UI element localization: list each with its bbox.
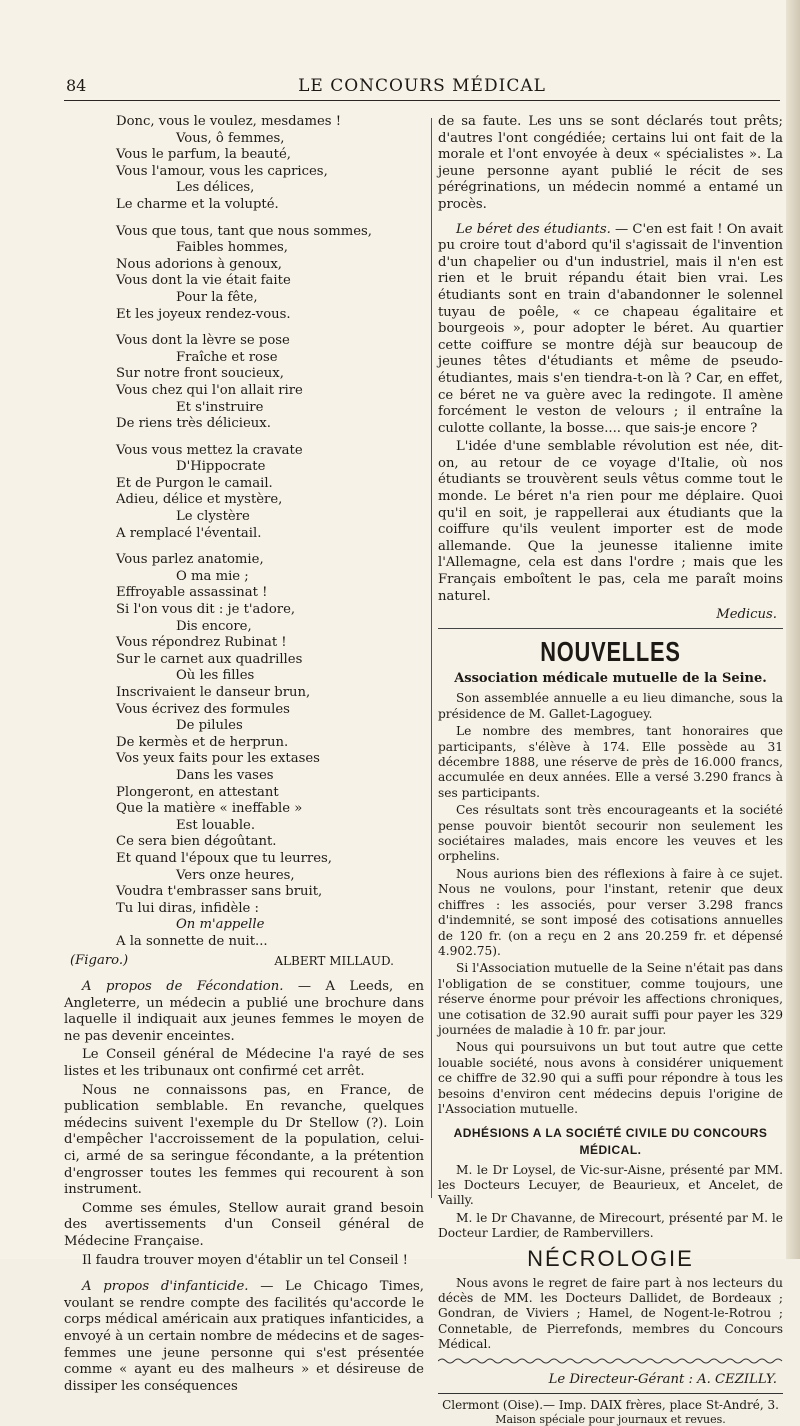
poem-signature (64, 953, 424, 970)
adhesions-body (438, 1163, 783, 1242)
nouvelles-body (438, 691, 783, 1117)
nouvelles-title: NOUVELLES (540, 635, 681, 667)
poem-line: De pilules (176, 718, 243, 734)
nouvelles-paragraph: Son assemblée annuelle a eu lieu dimanche, sous la présidence de M. Gallet-Lagoguey. (438, 691, 783, 721)
poem-line: Vers onze heures, (176, 867, 295, 883)
nouvelles-paragraph: Le nombre des membres, tant honoraires que participants, s'élève à 174. Elle possède au 31 décembre 1888, une réserve de près de 16.000 francs, accumulée en deux années. Elle a versé 3.290 francs à ses participants. (438, 724, 783, 800)
poem-line: Vos yeux faits pour les extases (116, 751, 320, 767)
page-number: 84 (66, 76, 87, 95)
right-column (438, 114, 783, 1426)
poem-line: Vous répondrez Rubinat ! (116, 635, 287, 651)
poem-line: Vous, ô femmes, (176, 130, 285, 146)
journal-title: LE CONCOURS MÉDICAL (298, 76, 546, 96)
fecondation-paragraph: A propos de Fécondation. — A Leeds, en Angleterre, un médecin a publié une brochure dans laquelle il indiquait aux jeunes femmes le moyen de ne pas devenir enceintes. (64, 979, 424, 1044)
poem-line: Vous que tous, tant que nous sommes, (116, 223, 372, 239)
poem-line: Sur notre front soucieux, (116, 366, 284, 382)
poem-line: D'Hippocrate (176, 459, 266, 475)
fecondation-paragraph: Le Conseil général de Médecine l'a rayé de ses listes et les tribunaux ont confirmé cet arrêt. (64, 1047, 424, 1080)
poem (64, 114, 424, 951)
nouvelles-subtitle: Association médicale mutuelle de la Seine. (454, 670, 767, 686)
necrologie-paragraph: Nous avons le regret de faire part à nos lecteurs du décès de MM. les Docteurs Dallidet, de Bordeaux ; Gondran, de Viviers ; Hamel, de Nogent-le-Rotrou ; Connetable, de Pierrefonds, membres du Concours Médical. (438, 1275, 783, 1352)
poem-line: Est louable. (176, 817, 256, 833)
poem-line: Ce sera bien dégoûtant. (116, 834, 277, 850)
page-spine-shadow (786, 0, 800, 1259)
beret-paragraph: L'idée d'une semblable révolution est née, dit-on, au retour de ce voyage d'Italie, où nos étudiants se trouvèrent seuls vêtus comme tout le monde. Le béret n'a rien pour me déplaire. Quoi qu'il en soit, je rappellerai aux étudiants que la coiffure qu'ils veulent importer est de mode allemande. Que la jeunesse italienne imite l'Allemagne, cela est dans l'ordre ; mais que les Français emboîtent le pas, cela me paraît moins naturel. (438, 439, 783, 604)
director-signature: Le Directeur-Gérant : A. CEZILLY. (548, 1372, 777, 1388)
poem-line: Effroyable assassinat ! (116, 585, 268, 601)
infanticide-paragraph: A propos d'infanticide. — Le Chicago Times, voulant se rendre compte des facilités qu'accorde le corps médical américain aux pratiques infanticides, a envoyé à un certain nombre de médecins et de sages-femmes une jeune personne qui s'est présentée comme « ayant eu des malheurs » et désireuse de dissiper les conséquences (64, 1279, 424, 1394)
poem-line: Vous parlez anatomie, (116, 552, 264, 568)
wavy-divider (438, 1357, 783, 1365)
section-rule (438, 628, 783, 629)
fecondation-paragraph: Il faudra trouver moyen d'établir un tel Conseil ! (82, 1252, 408, 1268)
poem-line: Plongeront, en attestant (116, 784, 279, 800)
adhesions-paragraph: M. le Dr Chavanne, de Mirecourt, présenté par M. le Docteur Lardier, de Rambervillers. (438, 1210, 783, 1241)
necrologie-title: NÉCROLOGIE (527, 1245, 694, 1271)
poem-line: Et de Purgon le camail. (116, 475, 273, 491)
poem-line: Vous chez qui l'on allait rire (116, 382, 303, 398)
poem-line: Vous vous mettez la cravate (116, 442, 303, 458)
poem-line: Le clystère (176, 509, 250, 525)
poem-line: Tu lui diras, infidèle : (116, 900, 259, 916)
adhesions-title: ADHÉSIONS A LA SOCIÉTÉ CIVILE DU CONCOURS MÉDICAL. (453, 1126, 768, 1157)
poem-line: Le charme et la volupté. (116, 196, 279, 212)
nouvelles-paragraph: Ces résultats sont très encourageants et la société pense pouvoir bientôt secourir non seulement les sociétaires malades, mais encore les veuves et les orphelins. (438, 803, 783, 864)
poem-line: A remplacé l'éventail. (116, 525, 262, 541)
poem-line: Adieu, délice et mystère, (116, 492, 283, 508)
poem-line: Dans les vases (176, 767, 274, 783)
beret-paragraph: Le béret des étudiants. — C'en est fait ! On avait pu croire tout d'abord qu'il s'agissait de l'invention d'un chapelier ou d'un industriel, mais il n'en est rien et le bruit répandu était bien vrai. Les étudiants sont en train d'abandonner le solennel tuyau de poêle, « ce chapeau égalitaire et bourgeois », pour adopter le béret. Au quartier cette coiffure se montre déjà sur beaucoup de jeunes têtes d'étudiants et même de pseudo-étudiantes, mais s'en tiendra-t-on là ? Car, en effet, ce béret ne va guère avec la redingote. Il amène forcément le veston de velours ; il entraîne la culotte collante, la bosse.... que sais-je encore ? (438, 221, 783, 436)
poem-line: Et s'instruire (176, 399, 264, 415)
poem-source: (Figaro.) (70, 952, 129, 968)
poem-line: De riens très délicieux. (116, 416, 271, 432)
poem-line: O ma mie ; (176, 568, 249, 584)
infanticide-lead: A propos d'infanticide. (82, 1279, 249, 1295)
poem-line: Fraîche et rose (176, 349, 278, 365)
page-header (64, 70, 780, 101)
poem-line: Voudra t'embrasser sans bruit, (116, 884, 323, 900)
imprint: Clermont (Oise).— Imp. DAIX frères, place St-André, 3. (442, 1397, 779, 1412)
poem-line: Donc, vous le voulez, mesdames ! (116, 114, 342, 129)
imprint-subline: Maison spéciale pour journaux et revues. (495, 1412, 726, 1426)
poem-line: Inscrivaient le danseur brun, (116, 685, 311, 700)
poem-line: Et quand l'époux que tu leurres, (116, 850, 332, 866)
poem-line: De kermès et de herprun. (116, 734, 289, 750)
poem-line: Où les filles (176, 668, 255, 684)
poem-line: Vous dont la lèvre se pose (116, 333, 290, 349)
nouvelles-paragraph: Si l'Association mutuelle de la Seine n'était pas dans l'obligation de se constituer, comme toujours, une réserve énorme pour prévoir les affections chroniques, une cotisation de 32.90 aurait suffi pour payer les 329 journées de maladie à 10 fr. par jour. (438, 961, 783, 1037)
nouvelles-paragraph: Nous qui poursuivons un but tout autre que cette louable société, nous avons à considérer uniquement ce chiffre de 32.90 qui a suffi pour répondre à tous les besoins d'environ cent médecins depuis l'origine de l'Association mutuelle. (438, 1040, 783, 1116)
poem-line: Et les joyeux rendez-vous. (116, 306, 291, 322)
left-column (64, 114, 424, 1394)
poem-line: Dis encore, (176, 618, 252, 634)
necrologie-body (438, 1276, 783, 1353)
adhesions-paragraph: M. le Dr Loysel, de Vic-sur-Aisne, présenté par MM. les Docteurs Lecuyer, de Beaurieux, et Ancelet, de Vailly. (438, 1162, 783, 1208)
poem-line: Vous le parfum, la beauté, (116, 147, 291, 163)
poem-line: A la sonnette de nuit... (116, 933, 268, 949)
poem-line: Vous dont la vie était faite (116, 273, 291, 289)
fecondation-paragraph: Comme ses émules, Stellow aurait grand besoin des avertissements d'un Conseil général de Médecine Française. (64, 1200, 424, 1249)
beret-lead: Le béret des étudiants. (456, 221, 611, 237)
nouvelles-paragraph: Nous aurions bien des réflexions à faire à ce sujet. Nous ne voulons, pour l'instant, retenir que deux chiffres : les associés, pour verser 3.298 francs d'indemnité, se sont imposé des cotisations annuelles de 120 fr. (on a reçu en 2 ans 20.259 fr. et dépensé 4.902.75). (438, 866, 783, 958)
column-divider (431, 118, 432, 1198)
poem-line: On m'appelle (176, 917, 265, 933)
poem-line: Vous écrivez des formules (116, 701, 290, 717)
continuation-paragraph: de sa faute. Les uns se sont déclarés tout prêts; d'autres l'ont congédiée; certains lui ont fait de la morale et l'ont envoyée à deux « spécialistes ». La jeune personne ayant publié le récit de ses pérégrinations, un médecin nommé a entamé un procès. (438, 114, 783, 212)
beret-signature: Medicus. (716, 607, 777, 623)
poem-line: Sur le carnet aux quadrilles (116, 651, 303, 667)
fecondation-lead: A propos de Fécondation. (82, 979, 284, 995)
poem-line: Pour la fête, (176, 289, 258, 305)
poem-line: Faibles hommes, (176, 240, 288, 256)
poem-line: Les délices, (176, 180, 255, 196)
poem-author: ALBERT MILLAUD. (274, 953, 394, 968)
fecondation-paragraph: Nous ne connaissons pas, en France, de publication semblable. En revanche, quelques médecins suivent l'exemple du Dr Stellow (?). Loin d'empêcher l'accroissement de la population, celui-ci, armé de sa seringue fécondante, a la prétention d'engrosser toutes les femmes qui recourent à son instrument. (64, 1082, 424, 1198)
poem-line: Vous l'amour, vous les caprices, (116, 163, 328, 179)
poem-line: Que la matière « ineffable » (116, 801, 303, 817)
poem-line: Nous adorions à genoux, (116, 256, 282, 272)
poem-line: Si l'on vous dit : je t'adore, (116, 602, 296, 618)
